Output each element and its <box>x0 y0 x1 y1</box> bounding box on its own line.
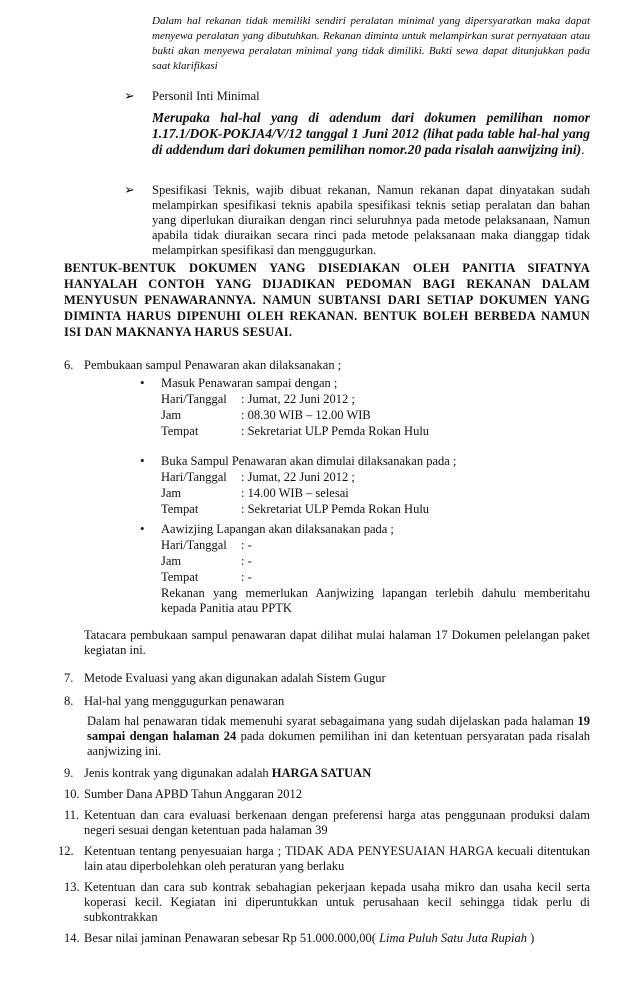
item-number: 12. <box>58 844 74 858</box>
schedule-row: Tempat : - <box>161 570 252 584</box>
personil-text: Merupaka hal-hal yang di adendum dari dokumen pemilihan nomor 1.17.1/DOK-POKJA4/V/12 tanggal 1 Juni 2012 (lihat pada table hal-hal yang di addendum dari dokumen pemilihan nomor.20 pada risalah aanwijzing ini). <box>152 110 590 157</box>
item13-text: Ketentuan dan cara sub kontrak sebahagian pekerjaan kepada usaha mikro dan usaha kecil serta koperasi kecil. Kegiatan ini diperuntukkan untuk perusahaan kecil sehingga tidak perlu di subkontrakkan <box>84 880 590 924</box>
item7-text: Metode Evaluasi yang akan digunakan adalah Sistem Gugur <box>84 671 386 685</box>
bullet-dot-icon: • <box>140 453 145 468</box>
schedule-row: Hari/Tanggal : Jumat, 22 Juni 2012 ; <box>161 470 355 484</box>
item-number: 13. <box>64 880 80 894</box>
item-number: 9. <box>64 766 74 780</box>
personil-heading: Personil Inti Minimal <box>152 89 260 103</box>
arrow-bullet-icon: ➢ <box>124 88 135 103</box>
group-heading: Masuk Penawaran sampai dengan ; <box>161 376 338 390</box>
item10-text: Sumber Dana APBD Tahun Anggaran 2012 <box>84 787 302 801</box>
aanwijzing-note: Rekanan yang memerlukan Aanjwizing lapangan terlebih dahulu memberitahu kepada Panitia atau PPTK <box>161 586 590 615</box>
schedule-row: Tempat : Sekretariat ULP Pemda Rokan Hulu <box>161 502 430 516</box>
group-heading: Buka Sampul Penawaran akan dimulai dilaksanakan pada ; <box>161 454 457 468</box>
bullet-dot-icon: • <box>140 521 145 536</box>
item14-text: Besar nilai jaminan Penawaran sebesar Rp 51.000.000,00( Lima Puluh Satu Juta Rupiah ) <box>84 931 535 945</box>
item-number: 7. <box>64 671 74 685</box>
group-heading: Aawizjing Lapangan akan dilaksanakan pada ; <box>161 522 394 536</box>
notice-caps: BENTUK-BENTUK DOKUMEN YANG DISEDIAKAN OLEH PANITIA SIFATNYA HANYALAH CONTOH YANG DIJADIKAN PEDOMAN BAGI REKANAN DALAM MENYUSUN PENAWARANNYA. NAMUN SUBTANSI DARI SETIAP DOKUMEN YANG DIMINTA HARUS DIPENUHI OLEH REKANAN. BENTUK BOLEH BERBEDA NAMUN ISI DAN MAKNANYA HARUS SESUAI. <box>64 261 590 339</box>
item12-text: Ketentuan tentang penyesuaian harga ; TIDAK ADA PENYESUAIAN HARGA kecuali ditentukan lain atau diperbolehkan oleh peraturan yang berlaku <box>84 844 590 873</box>
arrow-bullet-icon: ➢ <box>124 182 135 197</box>
item-number: 10. <box>64 787 80 801</box>
item11-text: Ketentuan dan cara evaluasi berkenaan dengan preferensi harga atas penggunaan produksi dalam negeri sesuai dengan ketentuan pada halaman 39 <box>84 808 590 837</box>
item-number: 14. <box>64 931 80 945</box>
bullet-dot-icon: • <box>140 375 145 390</box>
item8-detail: Dalam hal penawaran tidak memenuhi syarat sebagaimana yang sudah dijelaskan pada halaman 19 sampai dengan halaman 24 pada dokumen pemilihan ini dan ketentuan persyaratan pada risalah aanjwizing ini. <box>87 714 590 758</box>
item8-text: Hal-hal yang menggugurkan penawaran <box>84 694 285 708</box>
item-number: 6. <box>64 358 74 372</box>
equipment-note: Dalam hal rekanan tidak memiliki sendiri peralatan minimal yang dipersyaratkan maka dapat menyewa peralatan yang dibutuhkan. Rekanan diminta untuk melampirkan surat pernyataan atau bukti akan menyewa peralatan minimal yang tidak dimiliki. Bukti sewa dapat ditunjukkan pada saat klarifikasi <box>152 15 590 72</box>
item6-title: Pembukaan sampul Penawaran akan dilaksanakan ; <box>84 358 342 372</box>
spesifikasi-text: Spesifikasi Teknis, wajib dibuat rekanan, Namun rekanan dapat dinyatakan sudah melampirkan spesifikasi teknis apabila spesifikasi teknis setiap peralatan dan bahan yang diperlukan diuraikan dengan rinci seluruhnya pada metode pelaksanaan, Namun apabila tidak diuraikan secara rinci pada metode pelaksanaan maka dianggap tidak melampirkan spesifikasi dan menggugurkan. <box>152 183 590 257</box>
item-number: 11. <box>64 808 80 822</box>
item-number: 8. <box>64 694 74 708</box>
tatacara-text: Tatacara pembukaan sampul penawaran dapat dilihat mulai halaman 17 Dokumen pelelangan paket kegiatan ini. <box>84 628 590 657</box>
schedule-row: Jam : 08.30 WIB – 12.00 WIB <box>161 408 371 422</box>
item9-text: Jenis kontrak yang digunakan adalah HARGA SATUAN <box>84 766 372 780</box>
schedule-row: Hari/Tanggal : Jumat, 22 Juni 2012 ; <box>161 392 355 406</box>
schedule-row: Jam : - <box>161 554 252 568</box>
schedule-row: Hari/Tanggal : - <box>161 538 252 552</box>
schedule-row: Tempat : Sekretariat ULP Pemda Rokan Hulu <box>161 424 430 438</box>
schedule-row: Jam : 14.00 WIB – selesai <box>161 486 349 500</box>
